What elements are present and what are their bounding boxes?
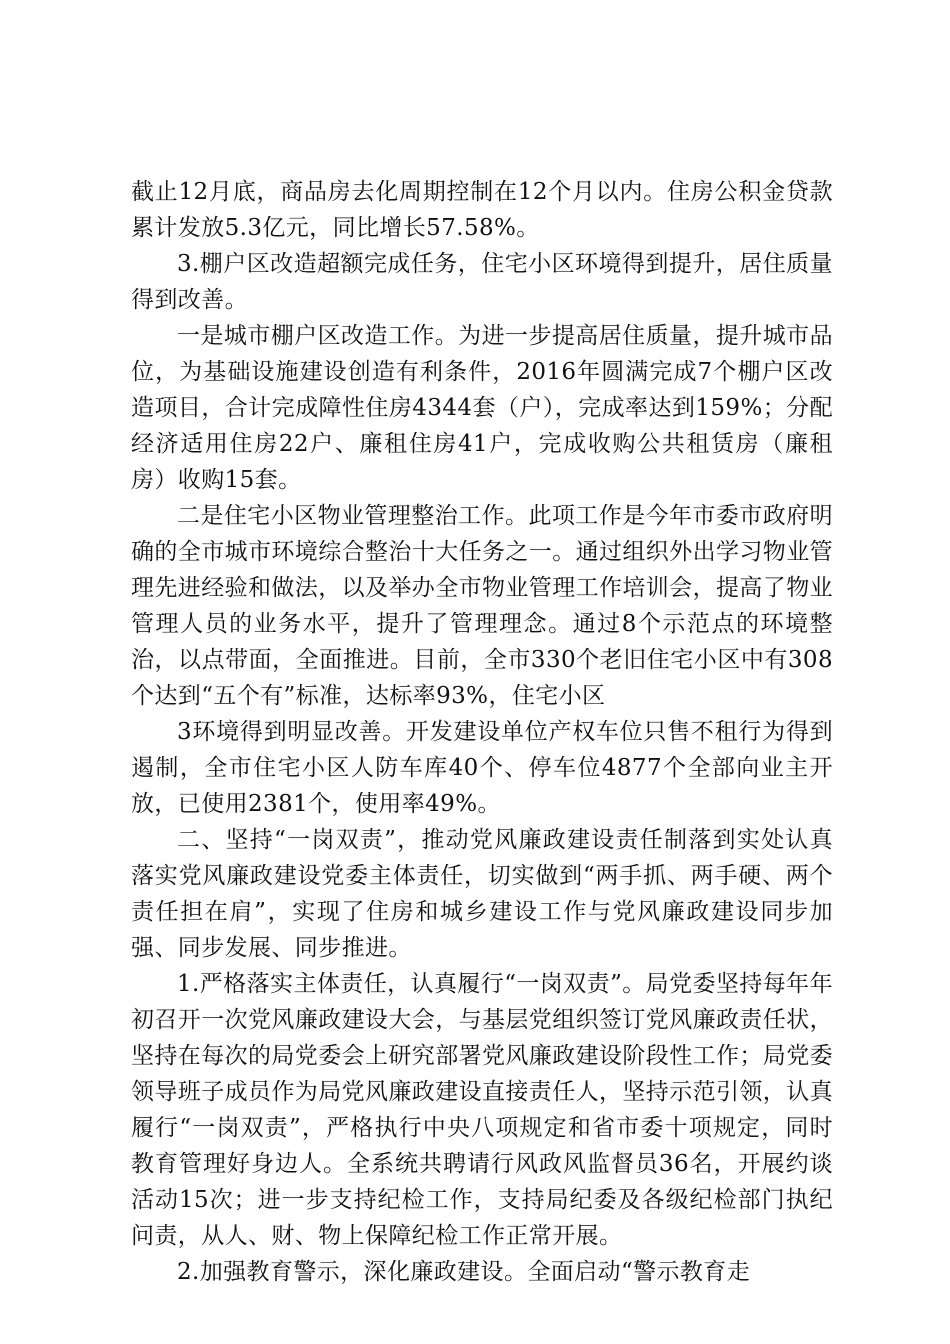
paragraph-education-warning: 2.加强教育警示，深化廉政建设。全面启动“警示教育走 [177, 1259, 751, 1285]
paragraph-parking: 3环境得到明显改善。开发建设单位产权车位只售不租行为得到遏制，全市住宅小区人防车库40个、停车位4877个全部向业主开放，已使用2381个，使用率49%。 [131, 719, 833, 817]
paragraph-heading-shantytown: 3.棚户区改造超额完成任务，住宅小区环境得到提升，居住质量得到改善。 [131, 251, 833, 313]
paragraph-heading-one-post-two-duties: 二、坚持“一岗双责”，推动党风廉政建设责任制落到实处认真落实党风廉政建设党委主体责任，切实做到“两手抓、两手硬、两个责任担在肩”，实现了住房和城乡建设工作与党风廉政建设同步加强、同步发展、同步推进。 [131, 827, 833, 961]
paragraph-shantytown-renovation: 一是城市棚户区改造工作。为进一步提高居住质量，提升城市品位，为基础设施建设创造有利条件，2016年圆满完成7个棚户区改造项目，合计完成障性住房4344套（户），完成率达到159%；分配经济适用住房22户、廉租住房41户，完成收购公共租赁房（廉租房）收购15套。 [131, 323, 833, 493]
paragraph-housing-fund: 截止12月底，商品房去化周期控制在12个月以内。住房公积金贷款累计发放5.3亿元，同比增长57.58%。 [131, 179, 833, 241]
paragraph-property-management: 二是住宅小区物业管理整治工作。此项工作是今年市委市政府明确的全市城市环境综合整治十大任务之一。通过组织外出学习物业管理先进经验和做法，以及举办全市物业管理工作培训会，提高了物业管理人员的业务水平，提升了管理理念。通过8个示范点的环境整治，以点带面，全面推进。目前，全市330个老旧住宅小区中有308个达到“五个有”标准，达标率93%，住宅小区 [131, 503, 833, 709]
paragraph-main-responsibility: 1.严格落实主体责任，认真履行“一岗双责”。局党委坚持每年年初召开一次党风廉政建设大会，与基层党组织签订党风廉政责任状，坚持在每次的局党委会上研究部署党风廉政建设阶段性工作；局党委领导班子成员作为局党风廉政建设直接责任人，坚持示范引领，认真履行“一岗双责”，严格执行中央八项规定和省市委十项规定，同时教育管理好身边人。全系统共聘请行风政风监督员36名，开展约谈活动15次；进一步支持纪检工作，支持局纪委及各级纪检部门执纪问责，从人、财、物上保障纪检工作正常开展。 [131, 971, 833, 1249]
document-body [131, 174, 833, 1290]
